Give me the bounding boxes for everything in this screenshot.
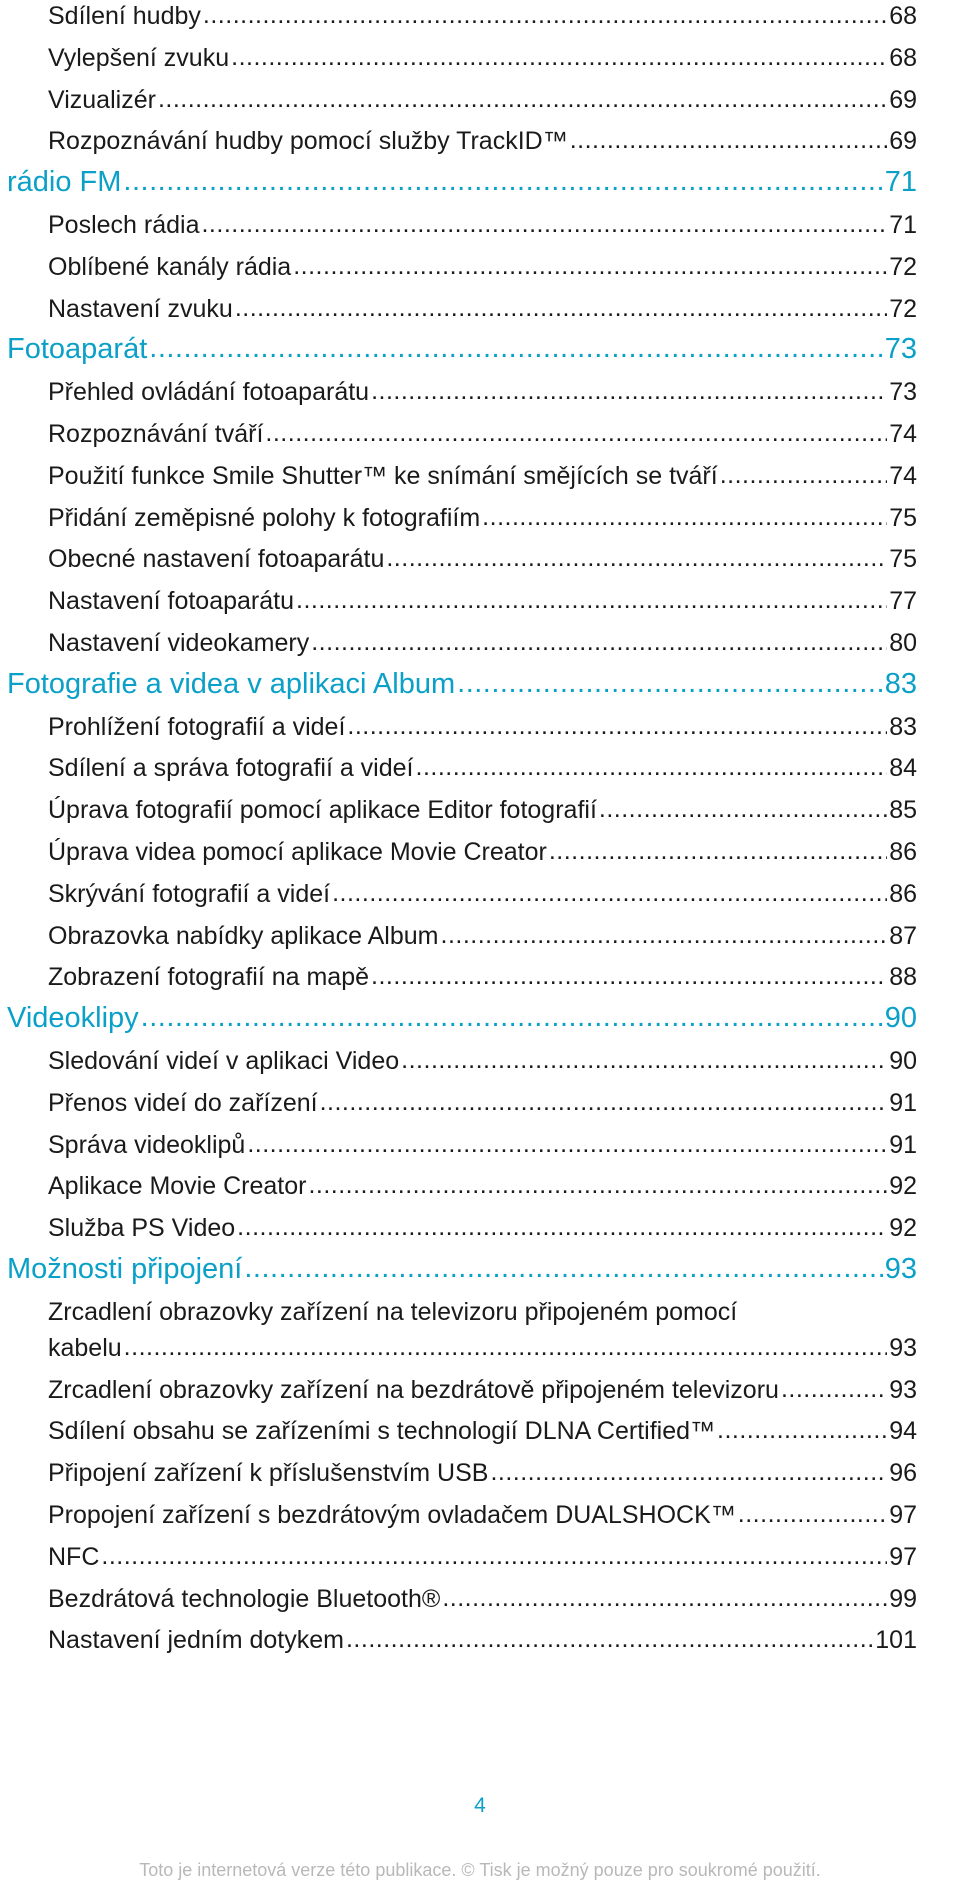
toc-entry[interactable] bbox=[48, 796, 917, 825]
toc-entry-title: Nastavení fotoaparátu bbox=[48, 587, 294, 616]
toc-entry-title: Přehled ovládání fotoaparátu bbox=[48, 378, 370, 407]
toc-entry-title: Sdílení obsahu se zařízeními s technologií DLNA Certified™ bbox=[48, 1417, 716, 1446]
toc-page-number: 68 bbox=[889, 2, 917, 30]
toc-entry-title: Sdílení a správa fotografií a videí bbox=[48, 754, 414, 783]
toc-entry-title: Bezdrátová technologie Bluetooth® bbox=[48, 1584, 441, 1613]
toc-entry[interactable] bbox=[48, 1585, 917, 1614]
toc-entry-title: Rozpoznávání hudby pomocí služby TrackID™ bbox=[48, 127, 568, 156]
dot-leader bbox=[123, 165, 882, 198]
toc-entry-title: Úprava fotografií pomocí aplikace Editor fotografií bbox=[48, 796, 597, 825]
dot-leader bbox=[781, 1375, 887, 1404]
toc-entry-title: Obecné nastavení fotoaparátu bbox=[48, 545, 385, 574]
dot-leader bbox=[296, 586, 887, 615]
toc-entry-title: Zobrazení fotografií na mapě bbox=[48, 963, 370, 992]
toc-page-number: 93 bbox=[889, 1333, 917, 1362]
toc-entry[interactable] bbox=[48, 1626, 917, 1655]
toc-page-number: 77 bbox=[889, 587, 917, 616]
toc-entry-title: Vylepšení zvuku bbox=[48, 43, 230, 72]
toc-entry[interactable] bbox=[48, 1376, 917, 1405]
toc-entry[interactable] bbox=[48, 545, 917, 574]
toc-section-title: Možnosti připojení bbox=[7, 1253, 243, 1285]
toc-page-number: 72 bbox=[889, 252, 917, 281]
toc-section-title: Videoklipy bbox=[7, 1002, 139, 1035]
dot-leader bbox=[371, 962, 887, 991]
dot-leader bbox=[311, 628, 887, 657]
toc-entry-title: Poslech rádia bbox=[48, 211, 200, 239]
toc-page-number: 68 bbox=[889, 43, 917, 72]
toc-entry[interactable] bbox=[48, 211, 917, 240]
toc-entry[interactable] bbox=[48, 880, 917, 909]
toc-page-number: 88 bbox=[889, 963, 917, 992]
dot-leader bbox=[442, 1584, 887, 1613]
toc-page-number: 91 bbox=[889, 1130, 917, 1159]
dot-leader bbox=[490, 1458, 887, 1487]
dot-leader bbox=[371, 377, 887, 406]
toc-entry-title: Sledování videí v aplikaci Video bbox=[48, 1047, 400, 1075]
toc-section-title: rádio FM bbox=[7, 166, 122, 199]
dot-leader bbox=[237, 1213, 887, 1242]
dot-leader bbox=[203, 1, 887, 30]
toc-entry[interactable] bbox=[48, 1417, 917, 1446]
dot-leader bbox=[332, 879, 887, 908]
dot-leader bbox=[386, 544, 887, 573]
dot-leader bbox=[293, 252, 887, 281]
toc-page-number: 87 bbox=[889, 921, 917, 950]
toc-entry-title: Sdílení hudby bbox=[48, 2, 201, 30]
toc-page-number: 73 bbox=[889, 378, 917, 407]
toc-section-title: Fotografie a videa v aplikaci Album bbox=[7, 667, 456, 700]
toc-entry-title: Prohlížení fotografií a videí bbox=[48, 712, 346, 741]
dot-leader bbox=[401, 1046, 887, 1075]
toc-entry[interactable] bbox=[48, 253, 917, 282]
dot-leader bbox=[235, 294, 887, 323]
toc-entry-title: Připojení zařízení k příslušenstvím USB bbox=[48, 1459, 489, 1488]
toc-page-number: 94 bbox=[889, 1417, 917, 1446]
toc-page-number: 86 bbox=[889, 838, 917, 866]
toc-page-number: 99 bbox=[889, 1584, 917, 1613]
toc-page-number: 75 bbox=[889, 503, 917, 532]
toc-page-number: 97 bbox=[889, 1501, 917, 1529]
dot-leader bbox=[570, 126, 887, 155]
dot-leader bbox=[308, 1171, 887, 1200]
toc-entry[interactable] bbox=[48, 1089, 917, 1118]
toc-page-number: 91 bbox=[889, 1088, 917, 1117]
toc-page-number: 96 bbox=[889, 1459, 917, 1488]
dot-leader bbox=[738, 1500, 887, 1529]
dot-leader bbox=[149, 332, 882, 365]
toc-page-number: 93 bbox=[889, 1375, 917, 1404]
toc-entry[interactable] bbox=[48, 1047, 917, 1076]
toc-page-number: 93 bbox=[884, 1253, 917, 1285]
toc-page-number: 86 bbox=[889, 879, 917, 908]
toc-entry[interactable] bbox=[48, 378, 917, 407]
toc-entry[interactable] bbox=[48, 420, 917, 449]
toc-page-number: 74 bbox=[889, 461, 917, 490]
dot-leader bbox=[265, 419, 887, 448]
toc-page-number: 69 bbox=[889, 85, 917, 114]
toc-entry[interactable] bbox=[48, 1334, 917, 1363]
toc-page-number: 83 bbox=[884, 667, 917, 700]
toc-page-number: 85 bbox=[889, 796, 917, 825]
dot-leader bbox=[124, 1333, 888, 1362]
toc-entry-title: Zrcadlení obrazovky zařízení na televizoru připojeném pomocí bbox=[48, 1297, 738, 1326]
dot-leader bbox=[141, 1001, 883, 1034]
toc-entry[interactable] bbox=[48, 504, 917, 533]
toc-page-number: 80 bbox=[889, 629, 917, 657]
toc-entry[interactable] bbox=[48, 1543, 917, 1572]
toc-entry[interactable] bbox=[48, 127, 917, 156]
toc-entry-title: Služba PS Video bbox=[48, 1214, 236, 1243]
toc-section[interactable] bbox=[7, 1253, 917, 1286]
toc-section[interactable] bbox=[7, 166, 917, 199]
toc-entry-title: kabelu bbox=[48, 1333, 122, 1362]
dot-leader bbox=[158, 85, 887, 114]
dot-leader bbox=[347, 712, 887, 741]
footer-note: Toto je internetová verze této publikace. © Tisk je možný pouze pro soukromé použití. bbox=[139, 1860, 821, 1880]
toc-page-number: 72 bbox=[889, 294, 917, 323]
toc-entry[interactable] bbox=[48, 587, 917, 616]
toc-page-number: 92 bbox=[889, 1172, 917, 1201]
toc-page-number: 90 bbox=[889, 1047, 917, 1075]
toc-page-number: 101 bbox=[875, 1626, 917, 1655]
toc-entry-title: Propojení zařízení s bezdrátovým ovladačem DUALSHOCK™ bbox=[48, 1501, 736, 1529]
toc-entry[interactable] bbox=[48, 629, 917, 658]
toc-entry-title: Přenos videí do zařízení bbox=[48, 1088, 318, 1117]
toc-page-number: 71 bbox=[884, 166, 917, 199]
dot-leader bbox=[244, 1252, 882, 1285]
dot-leader bbox=[247, 1130, 887, 1159]
toc-entry-title: Zrcadlení obrazovky zařízení na bezdrátově připojeném televizoru bbox=[48, 1375, 779, 1404]
dot-leader bbox=[416, 753, 888, 782]
dot-leader bbox=[457, 667, 883, 700]
toc-entry[interactable] bbox=[48, 1214, 917, 1243]
toc-entry[interactable] bbox=[48, 1501, 917, 1530]
toc-page-number: 83 bbox=[889, 712, 917, 741]
dot-leader bbox=[346, 1625, 873, 1654]
toc-page-number: 75 bbox=[889, 545, 917, 574]
dot-leader bbox=[201, 210, 887, 239]
toc-section[interactable] bbox=[7, 1002, 917, 1035]
toc-entry-title: Nastavení zvuku bbox=[48, 294, 233, 323]
toc-entry[interactable] bbox=[48, 2, 917, 31]
toc-entry-title: Skrývání fotografií a videí bbox=[48, 879, 331, 908]
toc-entry[interactable] bbox=[48, 462, 917, 491]
toc-entry-title: Nastavení jedním dotykem bbox=[48, 1626, 344, 1655]
toc-entry[interactable] bbox=[48, 922, 917, 951]
toc-page-number: 71 bbox=[889, 211, 917, 239]
dot-leader bbox=[599, 795, 887, 824]
toc-entry[interactable] bbox=[48, 713, 917, 742]
toc-page-number: 92 bbox=[889, 1214, 917, 1243]
toc-page-number: 74 bbox=[889, 420, 917, 448]
toc-entry[interactable] bbox=[48, 963, 917, 992]
toc-entry[interactable] bbox=[48, 754, 917, 783]
toc-entry-title: Přidání zeměpisné polohy k fotografiím bbox=[48, 503, 481, 532]
toc-entry[interactable] bbox=[48, 838, 917, 867]
toc-section[interactable] bbox=[7, 333, 917, 366]
dot-leader bbox=[231, 43, 887, 72]
toc-page-number: 84 bbox=[889, 754, 917, 783]
dot-leader bbox=[717, 1416, 887, 1445]
toc-entry[interactable] bbox=[48, 295, 917, 324]
toc-page-number: 97 bbox=[889, 1542, 917, 1571]
toc-entry-title: Použití funkce Smile Shutter™ ke snímání smějících se tváří bbox=[48, 461, 718, 490]
toc-entry-title: NFC bbox=[48, 1542, 100, 1571]
page-number: 4 bbox=[474, 1794, 486, 1817]
toc-entry-title-line bbox=[48, 1298, 917, 1327]
dot-leader bbox=[549, 837, 887, 866]
toc-entry[interactable] bbox=[48, 1131, 917, 1160]
dot-leader bbox=[320, 1088, 888, 1117]
toc-entry-title: Obrazovka nabídky aplikace Album bbox=[48, 921, 439, 950]
toc-page-number: 69 bbox=[889, 127, 917, 156]
toc-entry[interactable] bbox=[48, 1172, 917, 1201]
toc-page-number: 73 bbox=[884, 333, 917, 366]
dot-leader bbox=[441, 921, 888, 950]
toc-entry-title: Správa videoklipů bbox=[48, 1130, 246, 1159]
dot-leader bbox=[482, 503, 887, 532]
toc-entry-title: Vizualizér bbox=[48, 85, 156, 114]
toc-entry-title: Rozpoznávání tváří bbox=[48, 420, 264, 448]
toc-section[interactable] bbox=[7, 668, 917, 701]
toc-section-title: Fotoaparát bbox=[7, 333, 148, 366]
toc-page-number: 90 bbox=[884, 1002, 917, 1035]
toc-entry-title: Úprava videa pomocí aplikace Movie Creator bbox=[48, 838, 547, 866]
toc-entry[interactable] bbox=[48, 44, 917, 73]
toc-entry[interactable] bbox=[48, 86, 917, 115]
toc-entry[interactable] bbox=[48, 1459, 917, 1488]
dot-leader bbox=[101, 1542, 887, 1571]
dot-leader bbox=[720, 461, 887, 490]
toc-entry-title: Nastavení videokamery bbox=[48, 629, 310, 657]
toc-entry-title: Aplikace Movie Creator bbox=[48, 1172, 307, 1201]
toc-entry-title: Oblíbené kanály rádia bbox=[48, 252, 292, 281]
